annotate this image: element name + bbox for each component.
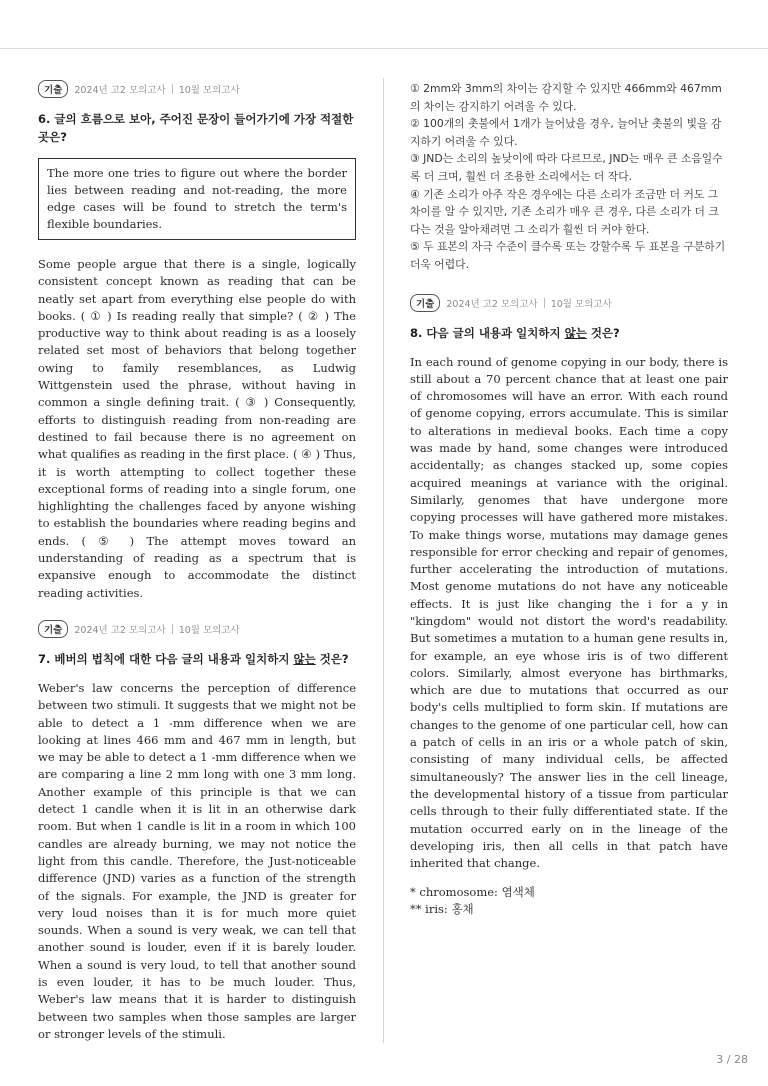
q7-month: 10월 모의고사 <box>178 624 240 636</box>
q8-source: 2024년 고2 모의고사 <box>446 298 538 310</box>
column-divider <box>383 78 384 1043</box>
question-7 <box>38 620 356 1043</box>
q8-title-pre: 8. 다음 글의 내용과 일치하지 <box>410 325 565 340</box>
q8-footnotes <box>410 884 728 918</box>
q6-separator <box>172 84 173 94</box>
q7-source: 2024년 고2 모의고사 <box>74 624 166 636</box>
q6-given-sentence: The more one tries to figure out where the border lies between reading and not-reading, the more edge cases will be found to stretch the term's flexible boundaries. <box>38 158 356 240</box>
page-number: 3 / 28 <box>716 1053 748 1066</box>
q8-title <box>410 324 728 342</box>
q7-options <box>410 80 728 274</box>
q6-passage: Some people argue that there is a single, logically consistent concept known as reading that can be neatly set apart from everything else people do with books. ( ① ) Is reading really that simple? ( ② ) The productive way to think about reading is as a loosely related set most of behaviors that belong together owing to family resemblances, as Ludwig Wittgenstein used the phrase, without having in common a single defining trait. ( ③ ) Consequently, efforts to distinguish reading from non-reading are destined to fail because there is no agreement on what qualifies as reading in the first place. ( ④ ) Thus, it is worth attempting to collect together these exceptional forms of reading into a single forum, one highlighting the challenges faced by anyone wishing to establish the boundaries where reading begins and ends. ( ⑤ ) The attempt moves toward an understanding of reading as a spectrum that is expansive enough to accommodate the distinct reading activities. <box>38 257 356 600</box>
q8-footnote-iris: ** iris: 홍채 <box>410 902 474 917</box>
q7-option-5[interactable]: ⑤ 두 표본의 자극 수준이 클수록 또는 강할수록 두 표본을 구분하기 더욱 어렵다. <box>410 240 726 271</box>
header-rule <box>0 48 768 49</box>
q8-title-post: 것은? <box>586 325 620 340</box>
q7-option-4[interactable]: ④ 기존 소리가 아주 작은 경우에는 다른 소리가 조금만 더 커도 그 차이를 알 수 있지만, 기존 소리가 매우 큰 경우, 다른 소리가 더 크다는 것을 알아채려면 그 소리가 훨씬 더 커야 한다. <box>410 187 719 236</box>
q7-tagline <box>38 620 356 638</box>
q8-footnote-chromosome: * chromosome: 염색체 <box>410 885 535 900</box>
q7-title-post: 것은? <box>315 651 349 666</box>
q8-title-underline: 않는 <box>564 325 587 340</box>
left-column <box>38 80 356 1061</box>
q7-tag-badge: 기출 <box>38 620 68 638</box>
q7-passage: Weber's law concerns the perception of difference between two stimuli. It suggests that we might not be able to detect a 1 -mm difference when we are looking at lines 466 mm and 467 mm in length, but we may be able to detect a 1 -mm difference when we are comparing a line 2 mm long with one 3 mm long. Another example of this principle is that we can detect 1 candle when it is lit in an otherwise dark room. But when 1 candle is lit in a room in which 100 candles are already burning, we may not notice the light from this candle. Therefore, the Just-noticeable difference (JND) varies as a function of the strength of the signals. For example, the JND is greater for very loud noises than it is for much more quiet sounds. When a sound is very weak, we can tell that another sound is louder, even if it is barely louder. When a sound is very loud, to tell that another sound is even louder, it has to be much louder. Thus, Weber's law means that it is harder to distinguish between two samples when those samples are larger or stronger levels of the stimuli. <box>38 680 356 1041</box>
q6-month: 10월 모의고사 <box>178 85 240 96</box>
question-6 <box>38 80 356 602</box>
q8-separator <box>544 298 545 308</box>
q7-title <box>38 650 356 668</box>
question-8 <box>410 294 728 919</box>
q6-tagline <box>38 80 356 98</box>
q8-tag-badge: 기출 <box>410 294 440 312</box>
q7-title-underline: 않는 <box>293 651 316 666</box>
q7-separator <box>172 624 173 634</box>
q8-tagline <box>410 294 728 312</box>
q7-option-2[interactable]: ② 100개의 촛불에서 1개가 늘어났을 경우, 늘어난 촛불의 빛을 감지하기 어려울 수 있다. <box>410 117 722 148</box>
q6-tag-badge: 기출 <box>38 80 68 98</box>
q8-passage: In each round of genome copying in our body, there is still about a 70 percent chance that at least one pair of chromosomes will have an error. With each round of genome copying, errors accumulate. This is similar to alterations in medieval books. Each time a copy was made by hand, some changes were introduced accidentally; as changes stacked up, some copies acquired meanings at variance with the original. Similarly, genomes that have undergone more copying processes will have gathered more mistakes. To make things worse, mutations may damage genes responsible for error checking and repair of genomes, further accelerating the introduction of mutations. Most genome mutations do not have any noticeable effects. It is just like changing the i for a y in "kingdom" would not distort the word's readability. But sometimes a mutation to a human gene results in, for example, an eye whose iris is of two different colors. Similarly, almost everyone has birthmarks, which are due to mutations that occurred as our body's cells multiplied to form skin. If mutations are changes to the genome of one particular cell, how can a patch of cells in an iris or a whole patch of skin, consisting of many individual cells, be affected simultaneously? The answer lies in the cell lineage, the developmental history of a tissue from particular cells through to their fully differentiated state. If the mutation occurred early on in the lineage of the developing iris, then all cells in that patch have inherited that change. <box>410 354 728 871</box>
q8-month: 10월 모의고사 <box>550 298 612 310</box>
q6-source: 2024년 고2 모의고사 <box>74 85 166 96</box>
q7-option-3[interactable]: ③ JND는 소리의 높낮이에 따라 다르므로, JND는 매우 큰 소음일수록 더 크며, 훨씬 더 조용한 소리에서는 더 작다. <box>410 152 723 183</box>
q7-title-pre: 7. 베버의 법칙에 대한 다음 글의 내용과 일치하지 <box>38 651 294 666</box>
right-column <box>410 80 728 936</box>
q7-option-1[interactable]: ① 2mm와 3mm의 차이는 감지할 수 있지만 466mm와 467mm의 차이는 감지하기 어려울 수 있다. <box>410 82 722 113</box>
q6-title: 6. 글의 흐름으로 보아, 주어진 문장이 들어가기에 가장 적절한 곳은? <box>38 112 354 144</box>
